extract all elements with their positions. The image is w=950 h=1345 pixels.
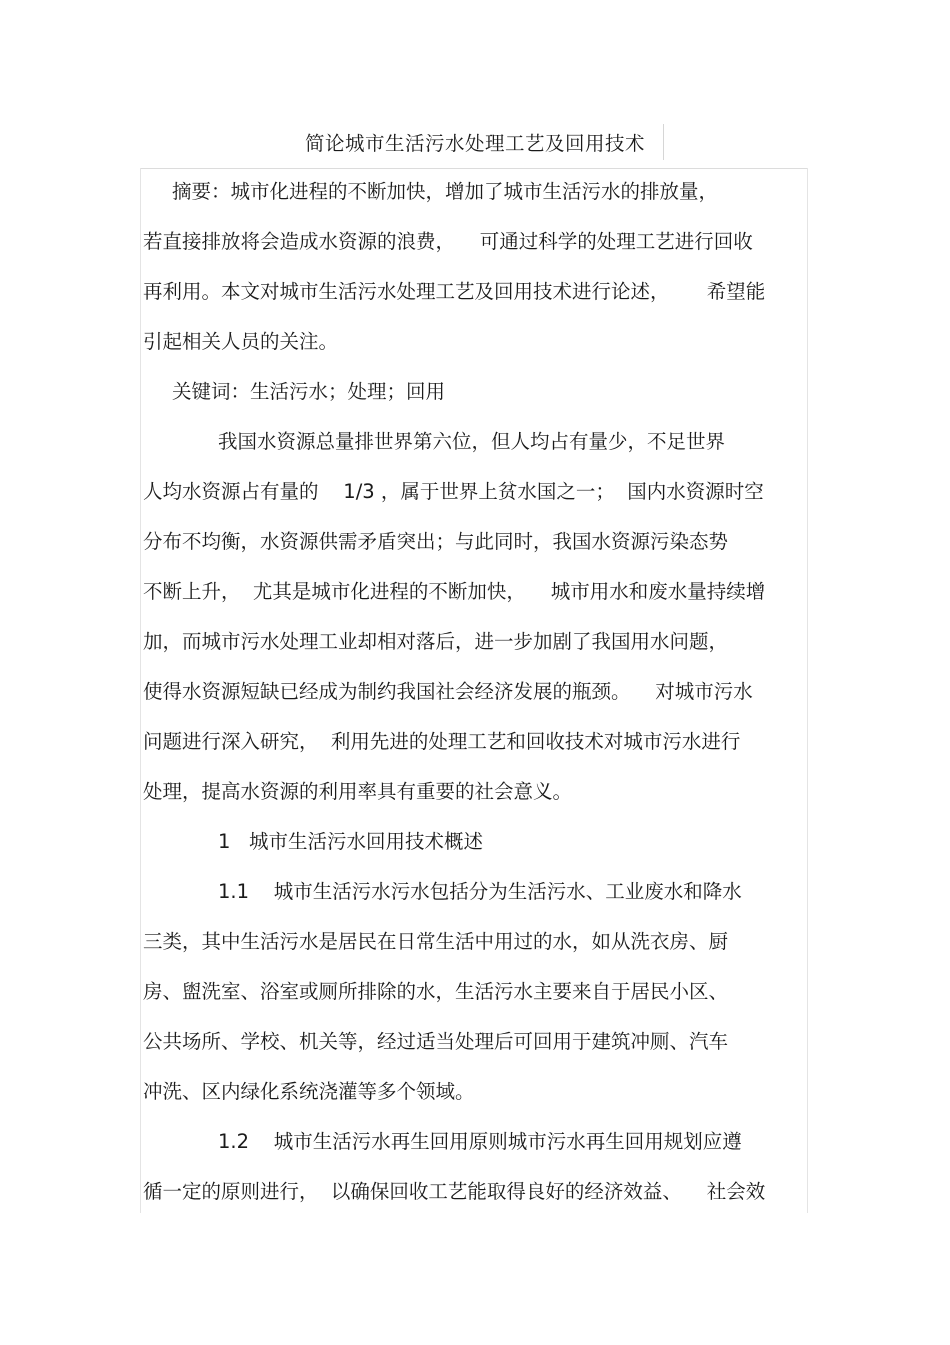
abstract-line: 再利用。本文对城市生活污水处理工艺及回用技术进行论述， 希望能 — [143, 280, 766, 303]
body-line: 人均水资源占有量的 1/3 ，属于世界上贫水国之一； 国内水资源时空 — [143, 480, 764, 503]
body-line: 循一定的原则进行， 以确保回收工艺能取得良好的经济效益、 社会效 — [143, 1180, 766, 1203]
body-line: 我国水资源总量排世界第六位，但人均占有量少，不足世界 — [218, 430, 726, 453]
keywords-line: 关键词：生活污水；处理；回用 — [172, 380, 446, 403]
body-line: 房、盥洗室、浴室或厕所排除的水，生活污水主要来自于居民小区、 — [143, 980, 729, 1003]
body-line: 分布不均衡，水资源供需矛盾突出；与此同时，我国水资源污染态势 — [143, 530, 729, 553]
abstract-line: 若直接排放将会造成水资源的浪费， 可通过科学的处理工艺进行回收 — [143, 230, 753, 253]
abstract-line: 引起相关人员的关注。 — [143, 330, 339, 353]
body-line: 1.1 城市生活污水污水包括分为生活污水、工业废水和降水 — [218, 880, 742, 903]
scan-frame-top — [140, 168, 808, 169]
document-title: 简论城市生活污水处理工艺及回用技术 — [304, 132, 645, 155]
body-line: 公共场所、学校、机关等，经过适当处理后可回用于建筑冲厕、汽车 — [143, 1030, 729, 1053]
body-line: 冲洗、区内绿化系统浇灌等多个领域。 — [143, 1080, 475, 1103]
scan-artifact-line — [663, 124, 664, 160]
body-line: 处理，提高水资源的利用率具有重要的社会意义。 — [143, 780, 573, 803]
body-line: 三类，其中生活污水是居民在日常生活中用过的水，如从洗衣房、厨 — [143, 930, 729, 953]
scan-frame-left — [140, 168, 141, 1213]
body-line: 1.2 城市生活污水再生回用原则城市污水再生回用规划应遵 — [218, 1130, 742, 1153]
scan-frame-right — [807, 168, 808, 1213]
abstract-line: 摘要：城市化进程的不断加快，增加了城市生活污水的排放量， — [172, 180, 719, 203]
section-heading: 1 城市生活污水回用技术概述 — [218, 830, 484, 853]
body-line: 问题进行深入研究， 利用先进的处理工艺和回收技术对城市污水进行 — [143, 730, 741, 753]
body-line: 不断上升， 尤其是城市化进程的不断加快， 城市用水和废水量持续增 — [143, 580, 766, 603]
body-line: 使得水资源短缺已经成为制约我国社会经济发展的瓶颈。 对城市污水 — [143, 680, 753, 703]
body-line: 加，而城市污水处理工业却相对落后，进一步加剧了我国用水问题， — [143, 630, 729, 653]
